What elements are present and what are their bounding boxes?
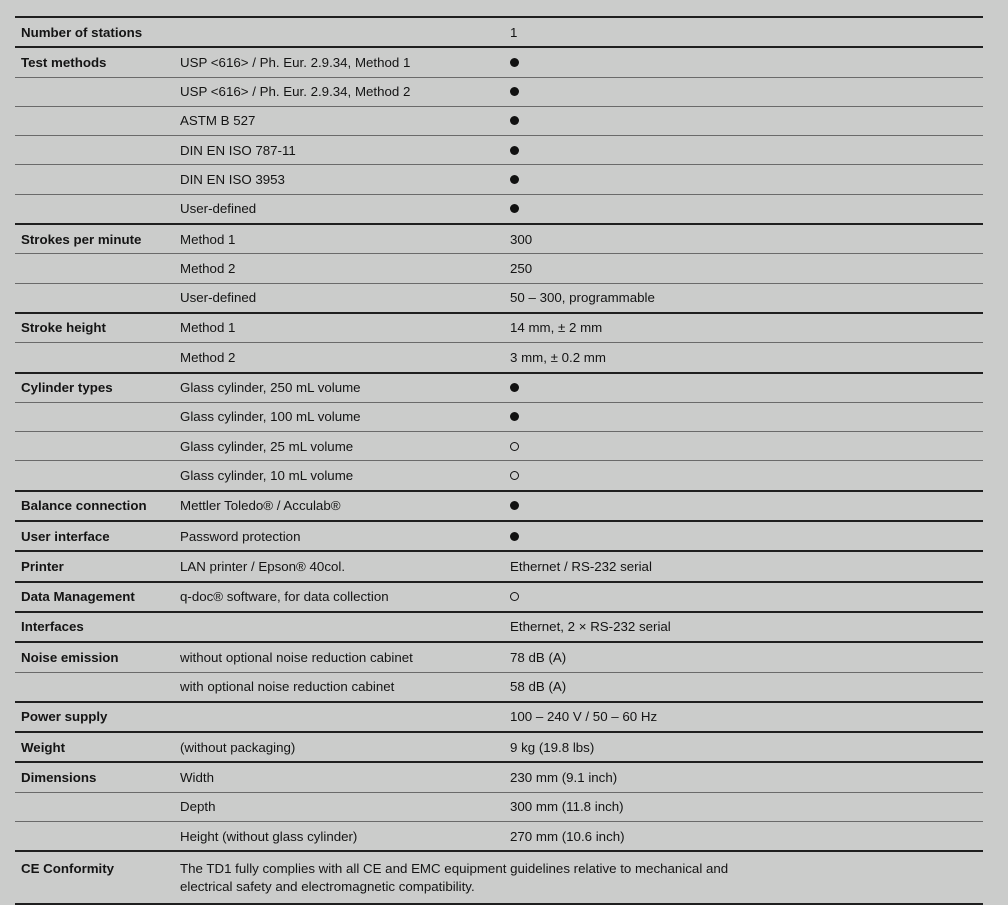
- spec-mark: [510, 379, 983, 396]
- spec-mark: [510, 467, 983, 484]
- spec-sublabel: with optional noise reduction cabinet: [180, 679, 395, 695]
- spec-group: [15, 520, 983, 550]
- spec-group: [15, 701, 983, 731]
- spec-label: Interfaces: [21, 619, 84, 635]
- spec-row: [15, 194, 983, 223]
- spec-mark: [510, 438, 983, 455]
- spec-mark: [510, 408, 983, 425]
- filled-bullet-icon: [510, 501, 519, 510]
- spec-row: [15, 431, 983, 460]
- spec-value: 78 dB (A): [510, 649, 567, 665]
- spec-label: Power supply: [21, 709, 108, 725]
- spec-group: [15, 312, 983, 372]
- spec-mark: [510, 588, 983, 605]
- spec-sublabel: Height (without glass cylinder): [180, 828, 358, 844]
- spec-group: [15, 731, 983, 761]
- spec-mark: [510, 112, 983, 129]
- spec-row: [15, 135, 983, 164]
- spec-sublabel: USP <616> / Ph. Eur. 2.9.34, Method 1: [180, 54, 411, 70]
- spec-row: [15, 402, 983, 431]
- filled-bullet-icon: [510, 58, 519, 67]
- spec-group: [15, 16, 983, 46]
- spec-mark: [510, 200, 983, 217]
- spec-sublabel: Depth: [180, 799, 216, 815]
- spec-label: User interface: [21, 528, 110, 544]
- spec-value: 270 mm (10.6 inch): [510, 828, 625, 844]
- open-circle-icon: [510, 471, 519, 480]
- spec-value: 230 mm (9.1 inch): [510, 769, 618, 785]
- spec-mark: [510, 83, 983, 100]
- spec-sublabel: DIN EN ISO 787-11: [180, 142, 296, 158]
- spec-row: [15, 821, 983, 850]
- spec-row: [15, 283, 983, 312]
- spec-mark: [510, 142, 983, 159]
- spec-row: [15, 792, 983, 821]
- filled-bullet-icon: [510, 116, 519, 125]
- spec-label: Weight: [21, 739, 66, 755]
- spec-row: [15, 106, 983, 135]
- spec-row: [15, 460, 983, 489]
- spec-mark: [510, 497, 983, 514]
- spec-value: 3 mm, ± 0.2 mm: [510, 349, 606, 365]
- spec-group: [15, 611, 983, 641]
- spec-label: Number of stations: [21, 24, 143, 40]
- spec-value: Ethernet / RS-232 serial: [510, 558, 652, 574]
- open-circle-icon: [510, 592, 519, 601]
- spec-group: [15, 581, 983, 611]
- spec-label: Cylinder types: [21, 380, 113, 396]
- spec-label: Strokes per minute: [21, 231, 142, 247]
- spec-group: [15, 46, 983, 223]
- spec-row: [15, 374, 983, 402]
- spec-value: 1: [510, 24, 518, 40]
- spec-sublabel: User-defined: [180, 201, 257, 217]
- spec-row: [15, 613, 983, 641]
- spec-sublabel: Method 2: [180, 260, 236, 276]
- spec-value: Ethernet, 2 × RS-232 serial: [510, 619, 671, 635]
- spec-sublabel: Glass cylinder, 250 mL volume: [180, 380, 361, 396]
- spec-group: [15, 372, 983, 490]
- spec-row: [15, 852, 983, 903]
- spec-row: [15, 763, 983, 791]
- spec-row: [15, 164, 983, 193]
- spec-sublabel: User-defined: [180, 290, 257, 306]
- spec-group: [15, 850, 983, 905]
- spec-value: 9 kg (19.8 lbs): [510, 739, 595, 755]
- spec-value: 300: [510, 231, 533, 247]
- spec-label: Balance connection: [21, 498, 147, 514]
- spec-group: [15, 641, 983, 701]
- spec-row: [15, 703, 983, 731]
- spec-description: The TD1 fully complies with all CE and EMC equipment guidelines relative to mechanical and electrical safety and electromagnetic compatibility.: [180, 861, 729, 894]
- spec-label: Stroke height: [21, 320, 106, 336]
- filled-bullet-icon: [510, 204, 519, 213]
- spec-row: [15, 253, 983, 282]
- spec-mark: [510, 528, 983, 545]
- spec-sublabel: Method 1: [180, 320, 236, 336]
- spec-sublabel: LAN printer / Epson® 40col.: [180, 558, 346, 574]
- spec-value: 100 – 240 V / 50 – 60 Hz: [510, 709, 658, 725]
- spec-row: [15, 733, 983, 761]
- spec-value: 50 – 300, programmable: [510, 290, 655, 306]
- spec-sublabel: USP <616> / Ph. Eur. 2.9.34, Method 2: [180, 84, 411, 100]
- spec-row: [15, 522, 983, 550]
- spec-sublabel: Method 1: [180, 231, 236, 247]
- filled-bullet-icon: [510, 383, 519, 392]
- spec-group: [15, 550, 983, 580]
- spec-sublabel: Width: [180, 769, 214, 785]
- spec-group: [15, 761, 983, 850]
- spec-value: 14 mm, ± 2 mm: [510, 320, 603, 336]
- filled-bullet-icon: [510, 532, 519, 541]
- spec-row: [15, 77, 983, 106]
- filled-bullet-icon: [510, 146, 519, 155]
- spec-value: 300 mm (11.8 inch): [510, 799, 624, 815]
- spec-row: [15, 225, 983, 253]
- spec-sublabel: q-doc® software, for data collection: [180, 589, 389, 605]
- spec-row: [15, 492, 983, 520]
- spec-value: 58 dB (A): [510, 679, 567, 695]
- spec-mark: [510, 54, 983, 71]
- spec-row: [15, 643, 983, 671]
- spec-row: [15, 552, 983, 580]
- spec-label: Dimensions: [21, 769, 97, 785]
- spec-group: [15, 490, 983, 520]
- spec-label: CE Conformity: [21, 861, 115, 877]
- spec-sublabel: (without packaging): [180, 739, 296, 755]
- spec-row: [15, 342, 983, 371]
- filled-bullet-icon: [510, 87, 519, 96]
- spec-label: Data Management: [21, 589, 135, 605]
- spec-sublabel: without optional noise reduction cabinet: [180, 649, 413, 665]
- spec-row: [15, 314, 983, 342]
- spec-label: Noise emission: [21, 649, 119, 665]
- spec-sublabel: Password protection: [180, 528, 301, 544]
- spec-sublabel: DIN EN ISO 3953: [180, 171, 285, 187]
- open-circle-icon: [510, 442, 519, 451]
- spec-sublabel: ASTM B 527: [180, 113, 256, 129]
- spec-row: [15, 48, 983, 76]
- spec-table: [15, 16, 983, 905]
- spec-sublabel: Glass cylinder, 100 mL volume: [180, 409, 361, 425]
- filled-bullet-icon: [510, 412, 519, 421]
- spec-value: 250: [510, 260, 533, 276]
- spec-label: Test methods: [21, 54, 107, 70]
- spec-row: [15, 672, 983, 701]
- spec-mark: [510, 171, 983, 188]
- spec-row: [15, 583, 983, 611]
- spec-label: Printer: [21, 558, 64, 574]
- spec-sublabel: Glass cylinder, 25 mL volume: [180, 438, 354, 454]
- spec-group: [15, 223, 983, 312]
- filled-bullet-icon: [510, 175, 519, 184]
- spec-row: [15, 18, 983, 46]
- spec-sublabel: Method 2: [180, 349, 236, 365]
- spec-sublabel: Glass cylinder, 10 mL volume: [180, 467, 354, 483]
- spec-sublabel: Mettler Toledo® / Acculab®: [180, 498, 341, 514]
